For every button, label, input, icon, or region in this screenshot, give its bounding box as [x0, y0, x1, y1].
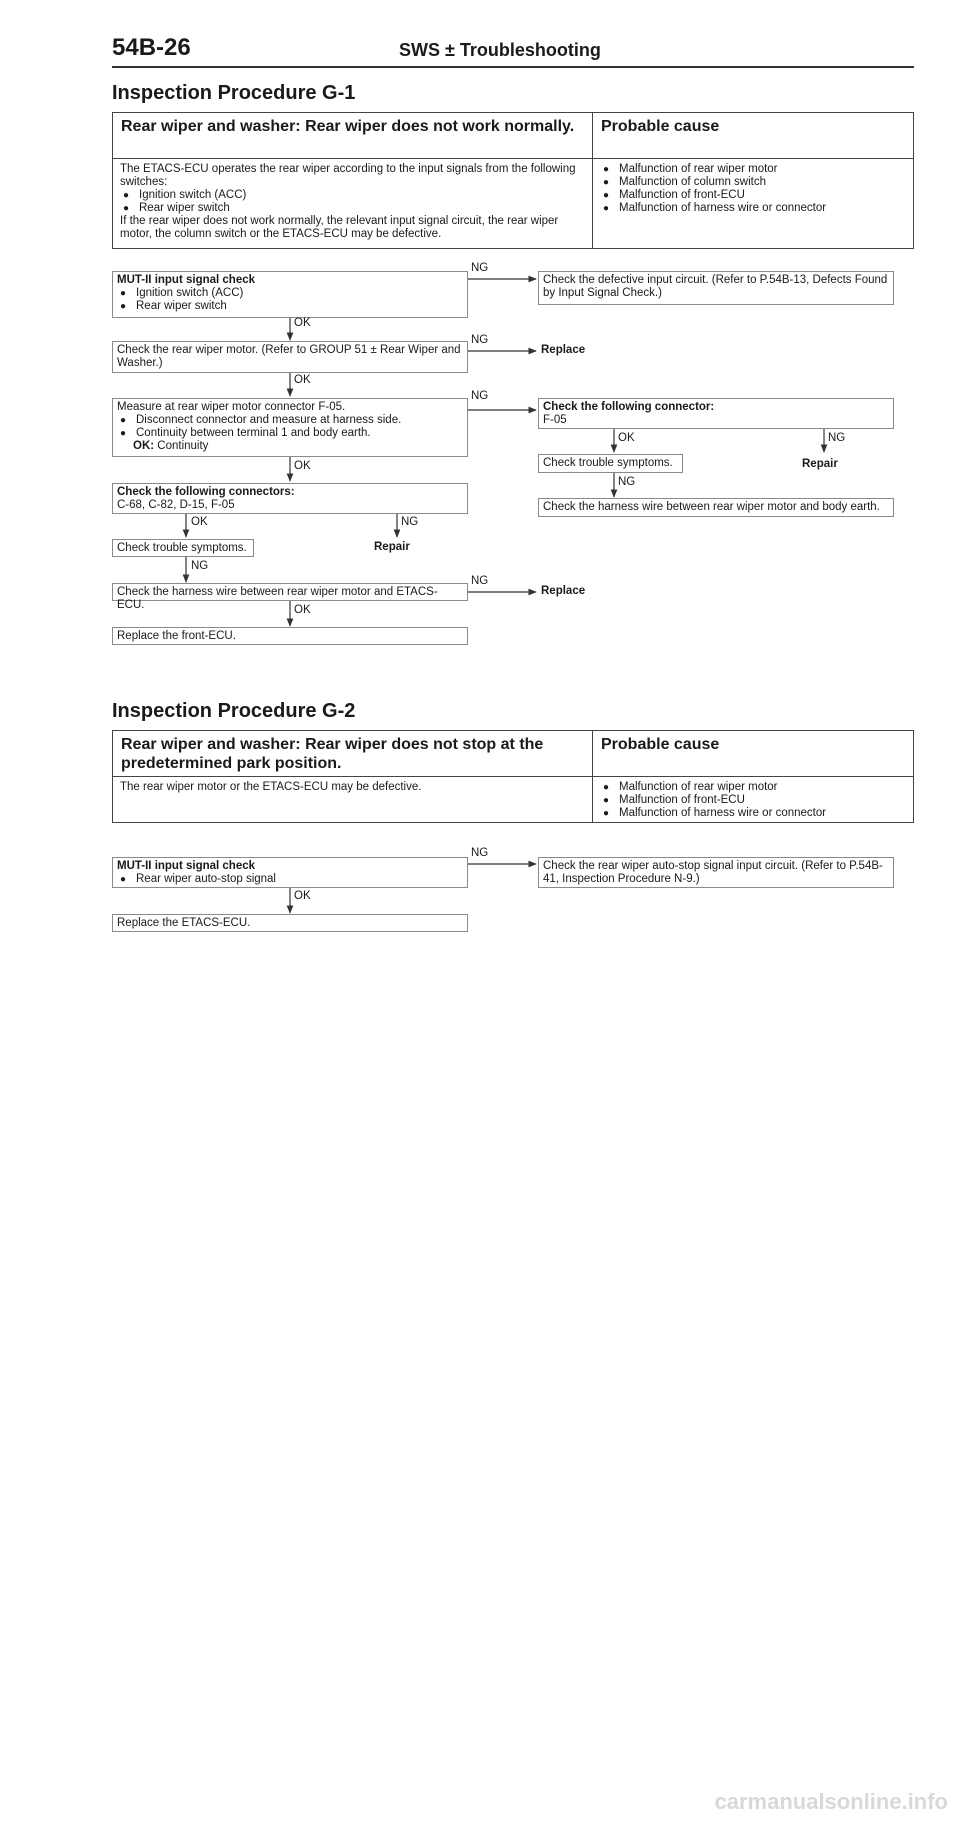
g2-step1-box	[112, 857, 468, 888]
g1-step2-box: Check the rear wiper motor. (Refer to GROUP 51 ± Rear Wiper and Washer.)	[112, 341, 468, 373]
list-item: ● Malfunction of harness wire or connector	[603, 202, 827, 214]
page-number: 54B-26	[112, 34, 191, 61]
g2-cause-header: Probable cause	[601, 736, 720, 753]
list-item: ● Rear wiper switch	[123, 202, 230, 214]
ng-label: NG	[618, 476, 636, 488]
g1-step6-box: Replace the front-ECU.	[112, 627, 468, 645]
g2-section-title: Inspection Procedure G-2	[112, 700, 356, 722]
ok-label: OK	[294, 604, 311, 616]
ng-label: NG	[191, 560, 209, 572]
list-item: ● Malfunction of column switch	[603, 176, 767, 188]
ok-label: OK	[191, 516, 208, 528]
ok-criterion: OK: Continuity	[133, 440, 209, 452]
g2-step1-ng-box: Check the rear wiper auto-stop signal input circuit. (Refer to P.54B-41, Inspection Procedure N-9.)	[538, 857, 894, 888]
ng-label: NG	[471, 575, 489, 587]
connector-list: F-05	[543, 414, 567, 426]
g1-description-intro: The ETACS-ECU operates the rear wiper according to the input signals from the following switches:	[120, 163, 576, 188]
list-item: ● Continuity between terminal 1 and body earth.	[120, 427, 371, 439]
g1-step5-box: Check the harness wire between rear wiper motor and ETACS-ECU.	[112, 583, 468, 601]
g2-symptom: Rear wiper and washer: Rear wiper does not stop at the predetermined park position.	[121, 736, 544, 772]
g1-step5-ng-action: Replace	[541, 585, 586, 597]
step-title: Measure at rear wiper motor connector F-05.	[117, 401, 346, 413]
g1-step4-ng-action: Repair	[374, 541, 410, 553]
g1-step3-ng-ok-box: Check trouble symptoms.	[538, 454, 683, 473]
g1-step4-ok-box: Check trouble symptoms.	[112, 539, 254, 557]
ok-label: OK	[294, 317, 311, 329]
step-title: MUT-II input signal check	[117, 860, 256, 872]
step-title: Check the following connectors:	[117, 486, 295, 498]
ok-label: OK	[294, 890, 311, 902]
ok-label: OK	[618, 432, 635, 444]
ng-label: NG	[471, 390, 489, 402]
connector-list: C-68, C-82, D-15, F-05	[117, 499, 235, 511]
step-title: Check the following connector:	[543, 401, 715, 413]
list-item: ● Malfunction of rear wiper motor	[603, 163, 778, 175]
list-item: ● Rear wiper switch	[120, 300, 227, 312]
g1-description-outro: If the rear wiper does not work normally, the relevant input signal circuit, the rear wiper motor, the column switch or the ETACS-ECU may be defective.	[120, 215, 559, 240]
ok-label: OK	[294, 460, 311, 472]
g1-step3-ng-harness-box: Check the harness wire between rear wiper motor and body earth.	[538, 498, 894, 517]
step-title: MUT-II input signal check	[117, 274, 256, 286]
ng-label: NG	[471, 334, 489, 346]
list-item: ● Malfunction of harness wire or connector	[603, 807, 827, 819]
list-item: ● Malfunction of rear wiper motor	[603, 781, 778, 793]
ng-label: NG	[401, 516, 419, 528]
list-item: ● Disconnect connector and measure at harness side.	[120, 414, 402, 426]
g1-step1-ng-box: Check the defective input circuit. (Refer to P.54B-13, Defects Found by Input Signal Check.)	[538, 271, 894, 305]
watermark: carmanualsonline.info	[714, 1789, 948, 1814]
list-item: ● Ignition switch (ACC)	[120, 287, 244, 299]
ok-label: OK	[294, 374, 311, 386]
g1-symptom: Rear wiper and washer: Rear wiper does not work normally.	[121, 118, 575, 135]
ng-label: NG	[471, 847, 489, 859]
list-item: ● Ignition switch (ACC)	[123, 189, 247, 201]
g1-step3-ng-ng-action: Repair	[802, 458, 838, 470]
g2-description: The rear wiper motor or the ETACS-ECU may be defective.	[120, 781, 422, 793]
g1-section-title: Inspection Procedure G-1	[112, 82, 356, 104]
list-item: ● Rear wiper auto-stop signal	[120, 873, 276, 885]
ng-label: NG	[471, 262, 489, 274]
g1-step2-ng-action: Replace	[541, 344, 586, 356]
list-item: ● Malfunction of front-ECU	[603, 794, 745, 806]
list-item: ● Malfunction of front-ECU	[603, 189, 745, 201]
page-header-title: SWS ± Troubleshooting	[399, 40, 601, 60]
ng-label: NG	[828, 432, 846, 444]
g2-step2-box: Replace the ETACS-ECU.	[112, 914, 468, 932]
g1-cause-header: Probable cause	[601, 118, 720, 135]
